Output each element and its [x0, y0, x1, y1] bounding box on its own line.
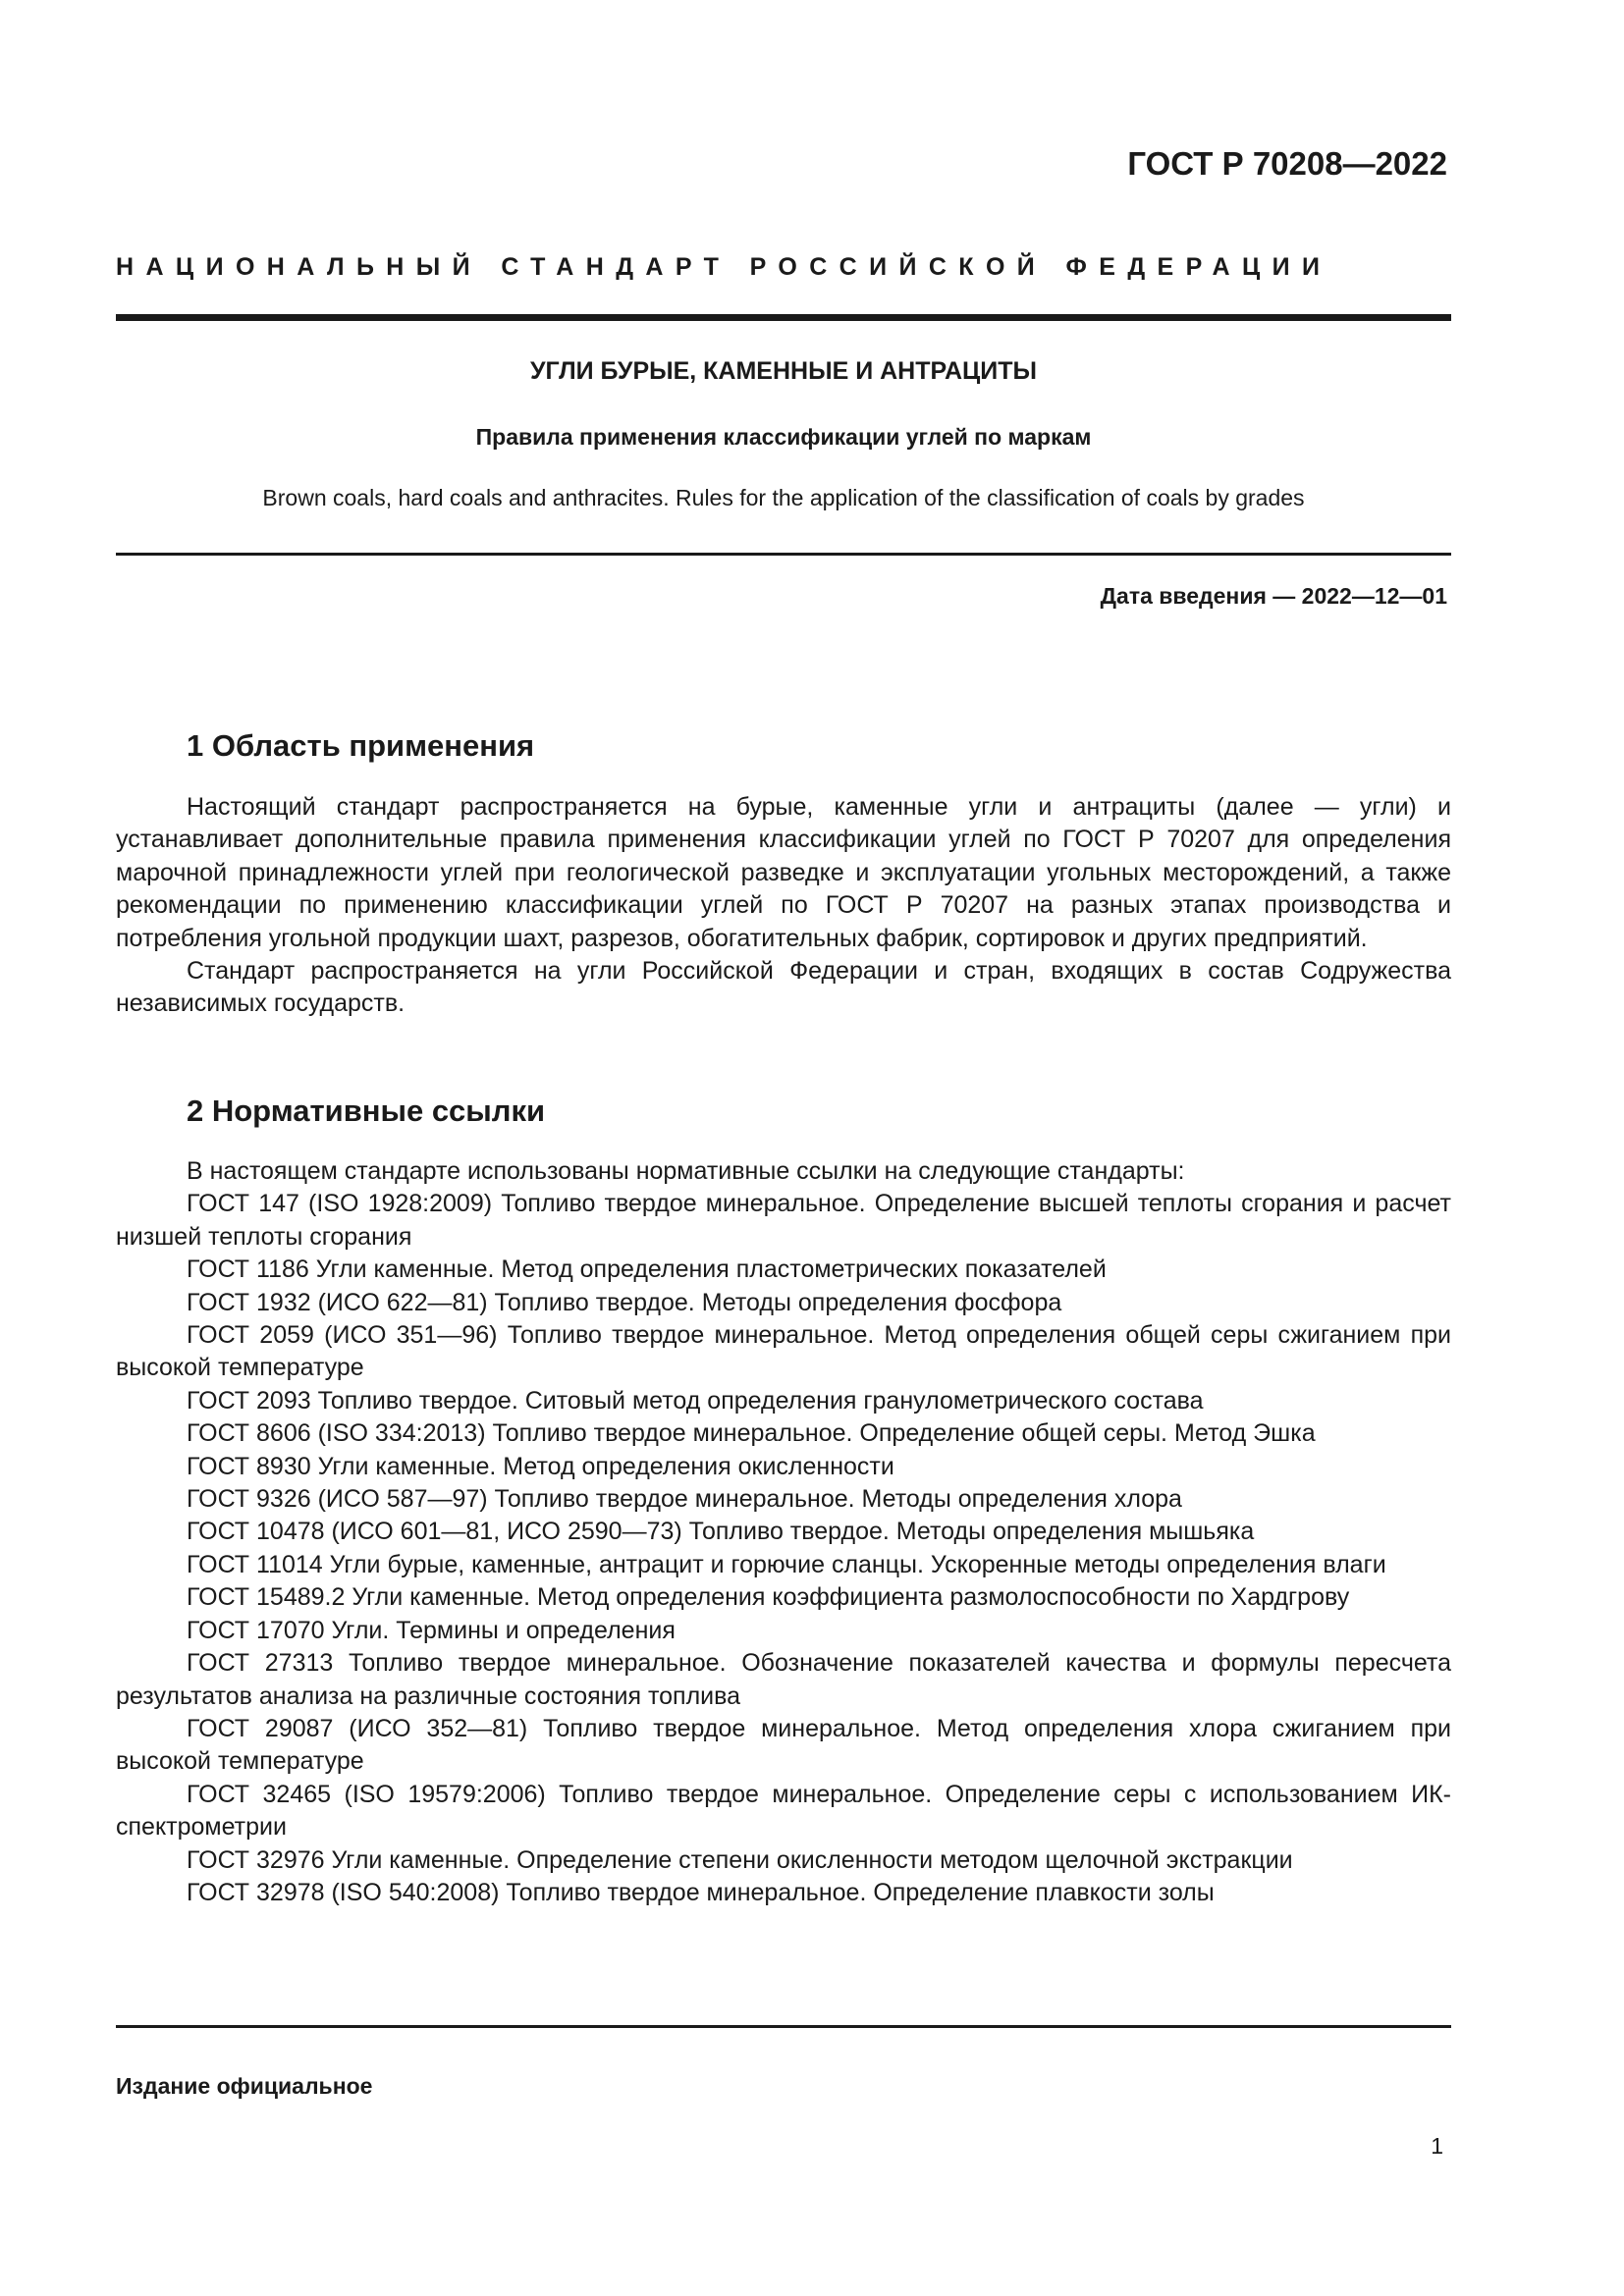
national-standard-banner: НАЦИОНАЛЬНЫЙ СТАНДАРТ РОССИЙСКОЙ ФЕДЕРАЦИИ [116, 253, 1332, 281]
reference-item: ГОСТ 11014 Угли бурые, каменные, антрацит и горючие сланцы. Ускоренные методы определения влаги [187, 1550, 1386, 1578]
reference-item: ГОСТ 32978 (ISO 540:2008) Топливо твердое минеральное. Определение плавкости золы [187, 1878, 1215, 1906]
reference-item: ГОСТ 8930 Угли каменные. Метод определения окисленности [187, 1452, 894, 1480]
section-1-paragraph: Настоящий стандарт распространяется на бурые, каменные угли и антрациты (далее — угли) и устанавливает дополнительные правила применения классификации углей по ГОСТ Р 70207 для определения марочной принадлежности углей при геологической разведке и эксплуатации угольных месторождений, а также рекомендации по применению классификации углей по ГОСТ Р 70207 на разных этапах производства и потребления угольной продукции шахт, разрезов, обогатительных фабрик, сортировок и других предприятий. [116, 793, 1451, 952]
document-title: УГЛИ БУРЫЕ, КАМЕННЫЕ И АНТРАЦИТЫ [530, 357, 1037, 385]
footer-divider [116, 2025, 1451, 2028]
reference-item: ГОСТ 29087 (ИСО 352—81) Топливо твердое минеральное. Метод определения хлора сжиганием при высокой температуре [116, 1714, 1451, 1776]
reference-item: ГОСТ 27313 Топливо твердое минеральное. Обозначение показателей качества и формулы пересчета результатов анализа на различные состояния топлива [116, 1649, 1451, 1710]
section-2-body [116, 1155, 1451, 1909]
reference-item: ГОСТ 2093 Топливо твердое. Ситовый метод определения гранулометрического состава [187, 1386, 1204, 1415]
reference-item: ГОСТ 9326 (ИСО 587—97) Топливо твердое минеральное. Методы определения хлора [187, 1485, 1182, 1514]
reference-item: ГОСТ 1932 (ИСО 622—81) Топливо твердое. Методы определения фосфора [187, 1288, 1062, 1316]
section-2-heading: 2 Нормативные ссылки [187, 1094, 546, 1128]
reference-item: ГОСТ 32465 (ISO 19579:2006) Топливо твердое минеральное. Определение серы с использованием ИК-спектрометрии [116, 1780, 1451, 1842]
reference-item: ГОСТ 10478 (ИСО 601—81, ИСО 2590—73) Топливо твердое. Методы определения мышьяка [187, 1518, 1255, 1546]
section-1-paragraph: Стандарт распространяется на угли Российской Федерации и стран, входящих в состав Содружества независимых государств. [116, 957, 1451, 1018]
english-title: Brown coals, hard coals and anthracites. Rules for the application of the classification of coals by grades [262, 485, 1305, 510]
reference-item: ГОСТ 1186 Угли каменные. Метод определения пластометрических показателей [187, 1255, 1107, 1284]
header-divider [116, 314, 1451, 321]
document-subtitle: Правила применения классификации углей по маркам [475, 424, 1092, 450]
section-1-body [116, 791, 1451, 1021]
official-edition-label: Издание официальное [116, 2073, 373, 2099]
reference-item: ГОСТ 8606 (ISO 334:2013) Топливо твердое минеральное. Определение общей серы. Метод Эшка [187, 1419, 1316, 1448]
title-divider [116, 553, 1451, 556]
reference-item: ГОСТ 2059 (ИСО 351—96) Топливо твердое минеральное. Метод определения общей серы сжиганием при высокой температуре [116, 1321, 1451, 1382]
reference-item: ГОСТ 147 (ISO 1928:2009) Топливо твердое минеральное. Определение высшей теплоты сгорания и расчет низшей теплоты сгорания [116, 1190, 1451, 1251]
page-number: 1 [1431, 2133, 1443, 2159]
reference-item: ГОСТ 32976 Угли каменные. Определение степени окисленности методом щелочной экстракции [187, 1845, 1293, 1874]
reference-item: ГОСТ 15489.2 Угли каменные. Метод определения коэффициента размолоспособности по Хардгрову [187, 1583, 1350, 1612]
section-2-intro: В настоящем стандарте использованы нормативные ссылки на следующие стандарты: [187, 1157, 1185, 1185]
introduction-date: Дата введения — 2022—12—01 [1100, 583, 1447, 609]
document-designation: ГОСТ Р 70208—2022 [1127, 145, 1447, 182]
section-1-heading: 1 Область применения [187, 728, 535, 763]
reference-item: ГОСТ 17070 Угли. Термины и определения [187, 1616, 676, 1644]
